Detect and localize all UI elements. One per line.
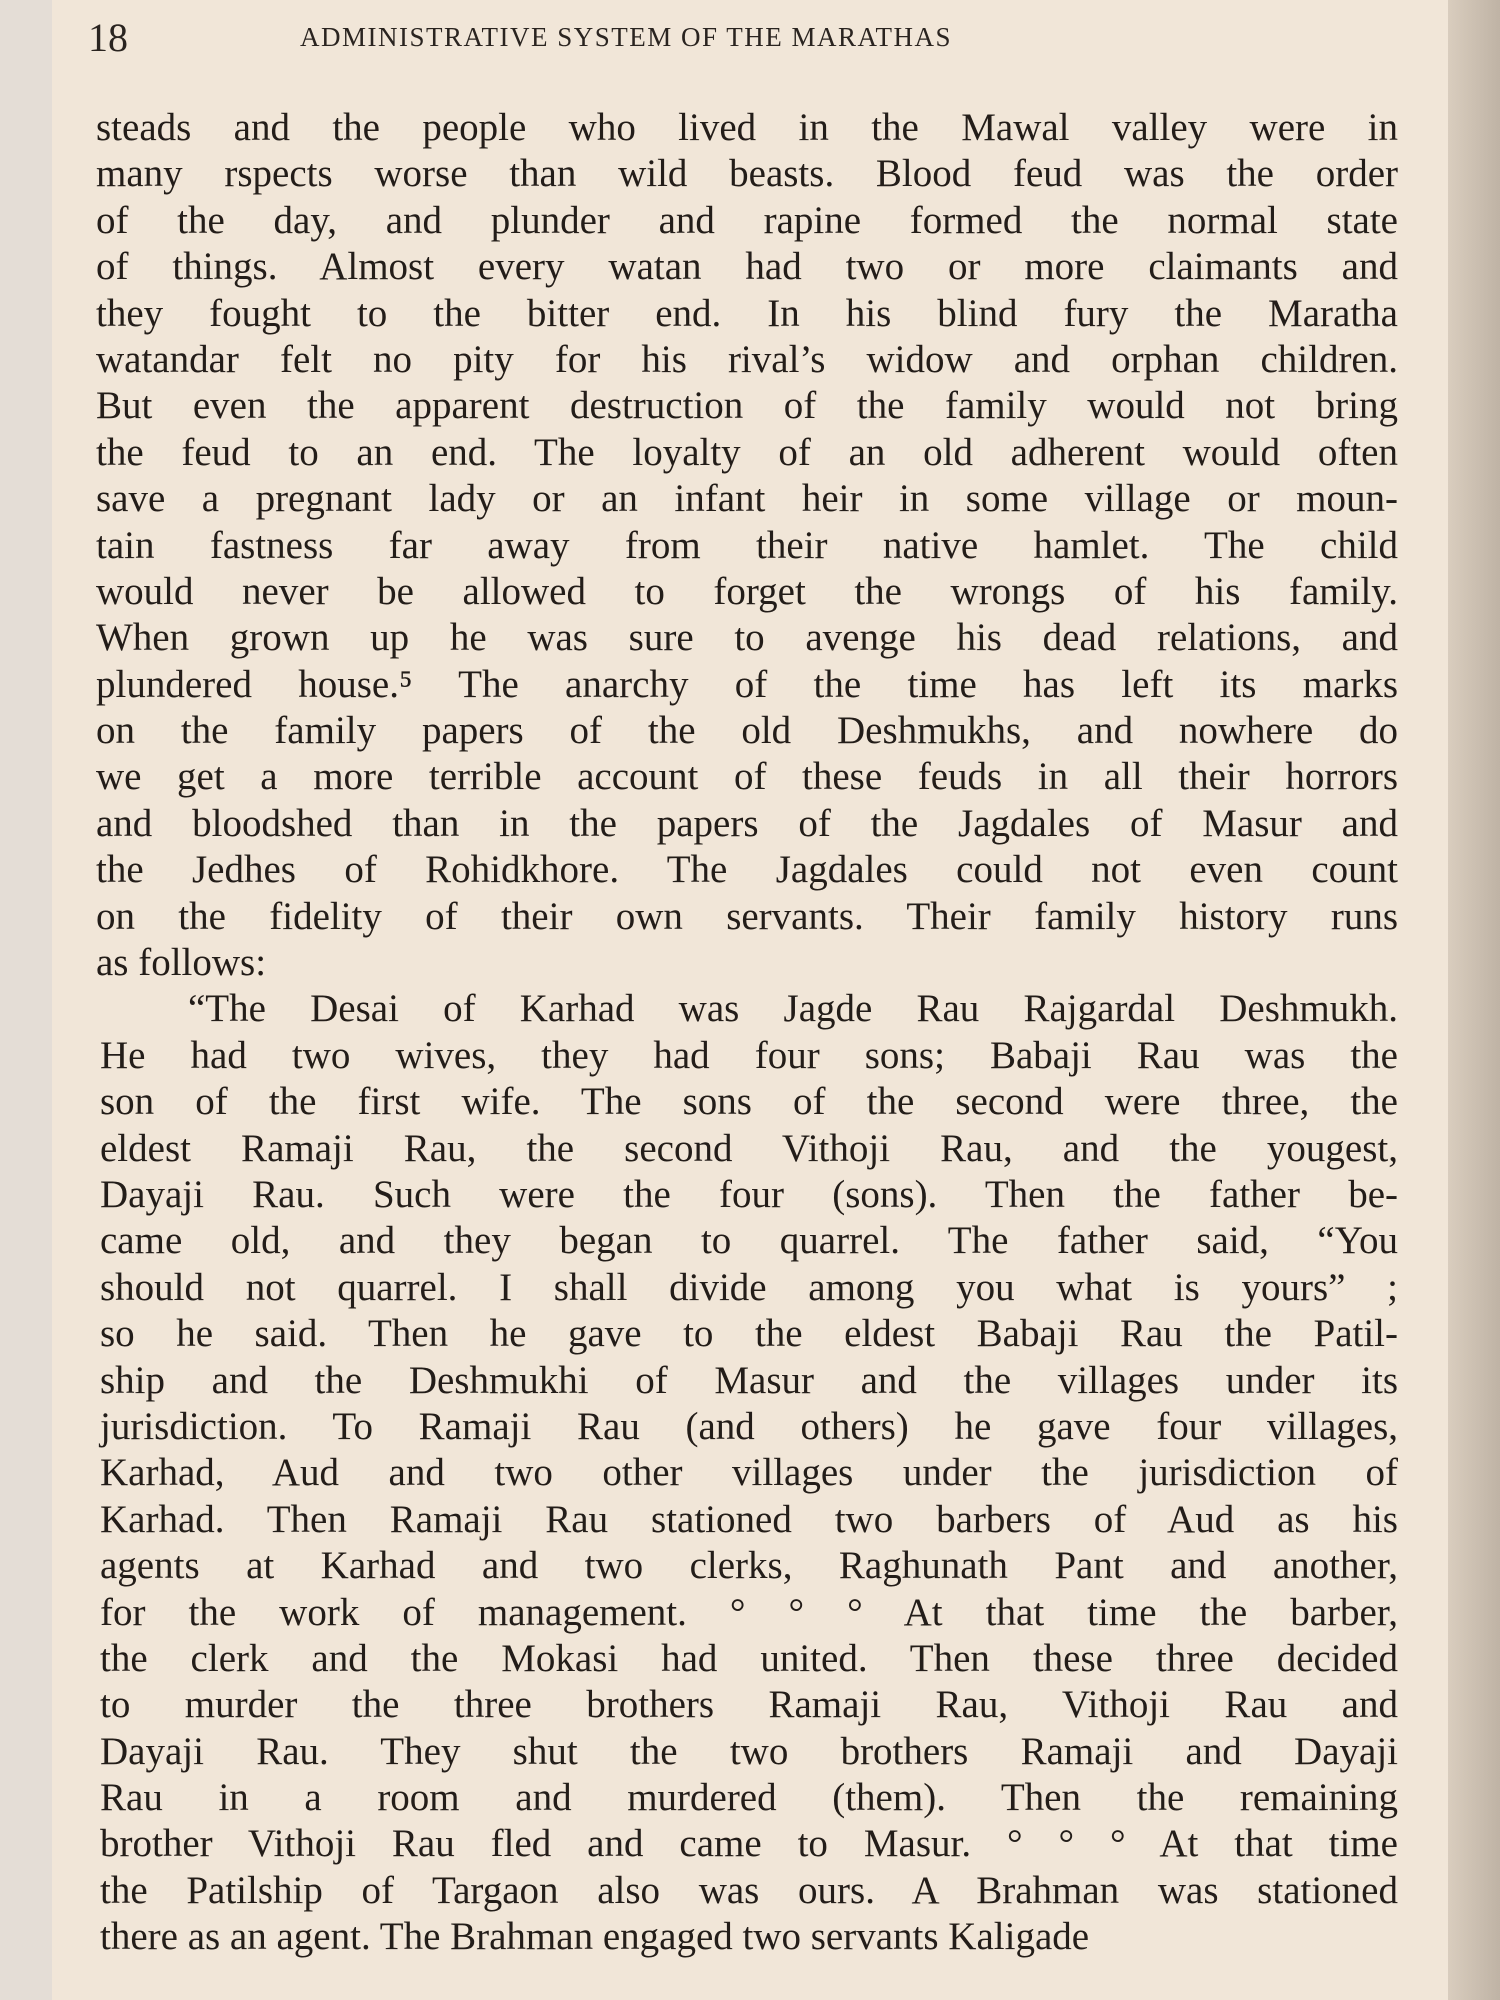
- text-line: would never be allowed to forget the wrongs of his family.: [96, 569, 1398, 613]
- text-line: of things. Almost every watan had two or more claimants and: [96, 245, 1398, 289]
- text-line: to murder the three brothers Ramaji Rau, Vithoji Rau and: [100, 1683, 1398, 1727]
- text-line: as follows:: [96, 941, 267, 985]
- text-line: ship and the Deshmukhi of Masur and the villages under its: [100, 1358, 1398, 1402]
- text-line: so he said. Then he gave to the eldest Babaji Rau the Patil-: [100, 1312, 1398, 1356]
- text-line: on the family papers of the old Deshmukhs, and nowhere do: [96, 709, 1398, 753]
- text-line: When grown up he was sure to avenge his dead relations, and: [96, 616, 1398, 660]
- text-line: tain fastness far away from their native hamlet. The child: [96, 523, 1398, 567]
- running-title: ADMINISTRATIVE SYSTEM OF THE MARATHAS: [300, 22, 953, 52]
- text-line: the feud to an end. The loyalty of an old adherent would often: [96, 430, 1398, 474]
- text-line: many rspects worse than wild beasts. Blood feud was the order: [96, 152, 1398, 196]
- text-line: He had two wives, they had four sons; Babaji Rau was the: [100, 1033, 1398, 1077]
- text-line: steads and the people who lived in the Mawal valley were in: [96, 106, 1398, 149]
- text-line: of the day, and plunder and rapine formed the normal state: [96, 198, 1398, 242]
- text-line: son of the first wife. The sons of the second were three, the: [100, 1080, 1398, 1124]
- text-line: Karhad, Aud and two other villages under the jurisdiction of: [100, 1451, 1398, 1495]
- text-line: Rau in a room and murdered (them). Then the remaining: [100, 1776, 1398, 1820]
- text-line: and bloodshed than in the papers of the Jagdales of Masur and: [96, 801, 1398, 845]
- text-line: Dayaji Rau. Such were the four (sons). Then the father be-: [100, 1172, 1398, 1216]
- text-line: Dayaji Rau. They shut the two brothers Ramaji and Dayaji: [100, 1729, 1398, 1773]
- text-line: plundered house.⁵ The anarchy of the time has left its marks: [96, 662, 1398, 706]
- page-number: 18: [88, 15, 128, 60]
- text-line: brother Vithoji Rau fled and came to Masur. ° ° ° At that time: [100, 1822, 1398, 1866]
- text-line: agents at Karhad and two clerks, Raghunath Pant and another,: [100, 1544, 1398, 1588]
- text-line: should not quarrel. I shall divide among you what is yours” ;: [100, 1265, 1398, 1309]
- text-line: Karhad. Then Ramaji Rau stationed two barbers of Aud as his: [100, 1497, 1398, 1541]
- text-line: came old, and they began to quarrel. The father said, “You: [100, 1219, 1398, 1263]
- body-text: [96, 105, 1398, 1961]
- text-line: “The Desai of Karhad was Jagde Rau Rajgardal Deshmukh.: [188, 987, 1398, 1031]
- text-line: on the fidelity of their own servants. Their family history runs: [96, 894, 1398, 938]
- text-line: the Jedhes of Rohidkhore. The Jagdales could not even count: [96, 848, 1398, 892]
- text-line: save a pregnant lady or an infant heir in some village or moun-: [96, 477, 1398, 521]
- text-line: eldest Ramaji Rau, the second Vithoji Rau, and the yougest,: [100, 1126, 1398, 1170]
- text-line: But even the apparent destruction of the family would not bring: [96, 384, 1398, 428]
- text-line: they fought to the bitter end. In his blind fury the Maratha: [96, 291, 1398, 335]
- text-line: watandar felt no pity for his rival’s widow and orphan children.: [96, 337, 1398, 381]
- text-line: the Patilship of Targaon also was ours. A Brahman was stationed: [100, 1868, 1398, 1912]
- text-line: there as an agent. The Brahman engaged two servants Kaligade: [100, 1915, 1090, 1959]
- text-line: jurisdiction. To Ramaji Rau (and others) he gave four villages,: [100, 1404, 1398, 1448]
- scan-left-margin: [0, 0, 52, 2000]
- text-line: for the work of management. ° ° ° At that time the barber,: [100, 1590, 1398, 1634]
- text-line: the clerk and the Mokasi had united. Then these three decided: [100, 1636, 1398, 1680]
- text-line: we get a more terrible account of these feuds in all their horrors: [96, 755, 1398, 799]
- page-gutter-shadow: [1448, 0, 1500, 2000]
